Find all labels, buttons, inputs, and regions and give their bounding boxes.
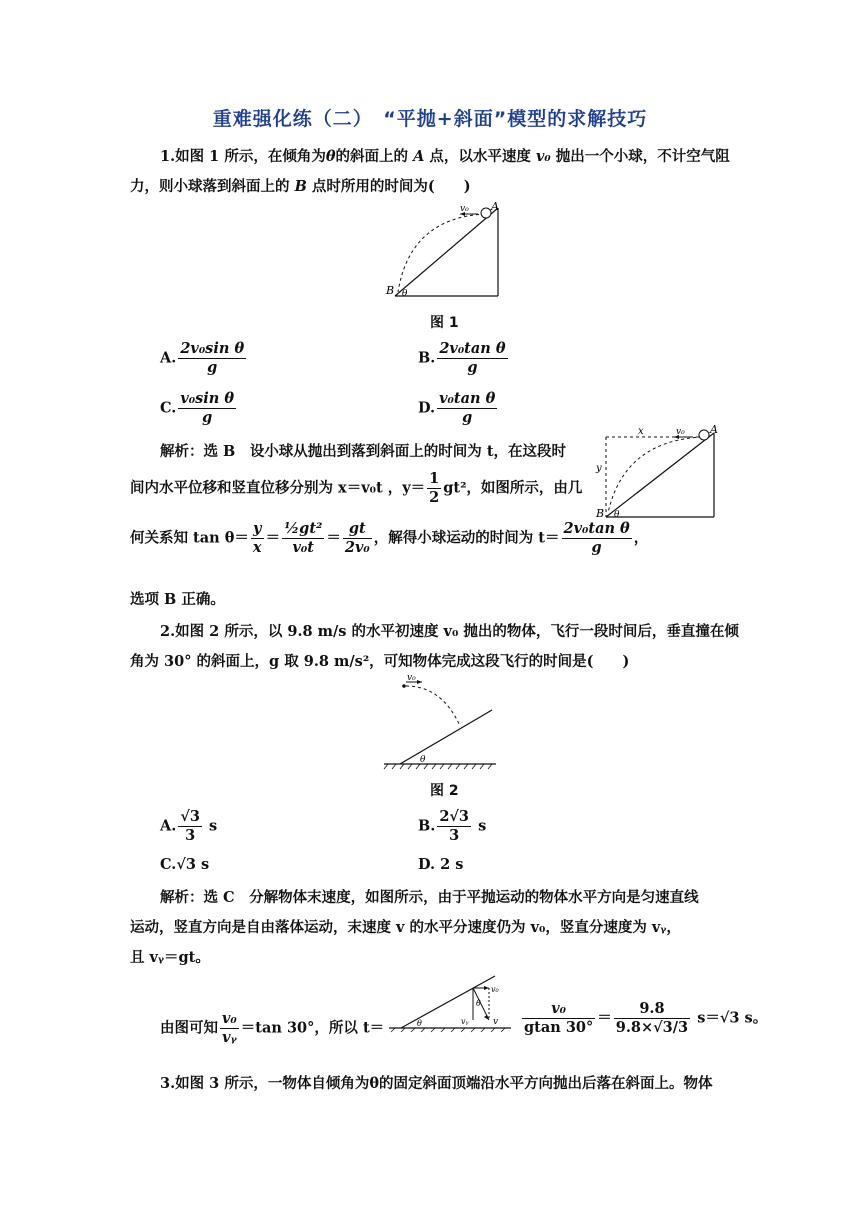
analysis-text: gt²，如图所示，由几: [443, 479, 583, 497]
q1-option-b[interactable]: [418, 340, 510, 377]
option-num: 2√3: [439, 808, 470, 825]
option-letter: B.: [418, 349, 436, 367]
q1-text: 点时所用的时间为( ): [306, 178, 471, 195]
analysis-text: ，解得小球运动的时间为 t＝: [373, 529, 560, 547]
q2-analysis-diagram: [385, 972, 515, 1034]
q2fig-v-label: v: [493, 1017, 499, 1027]
q2-option-b[interactable]: [418, 808, 486, 845]
q1-stem-line2: [130, 175, 471, 196]
analysis-text: ，: [633, 529, 649, 547]
equals: ＝: [265, 529, 281, 547]
fig-a-label: A: [710, 425, 718, 436]
q1-text: 的斜面上的: [335, 148, 414, 165]
option-unit: s: [478, 817, 487, 835]
q2fig-theta-label: θ: [476, 999, 481, 1008]
frac-den: g: [591, 539, 602, 556]
frac-den: vᵧ: [222, 1029, 237, 1046]
frac-num: ½gt²: [284, 520, 323, 537]
option-letter: B.: [418, 817, 436, 835]
option-text: 2 s: [440, 856, 464, 873]
q2-option-d[interactable]: [418, 856, 463, 873]
q1-stem-line1: [160, 145, 730, 166]
frac-den: 9.8×√3/3: [615, 1019, 689, 1036]
q1-point-a: A: [413, 148, 425, 165]
q2-analysis-line4a: [160, 1010, 384, 1047]
fig-theta-label: θ: [614, 510, 620, 520]
q2-analysis-line4b: $\frac{\text{v₀}}{gtan 30^\circ}$ ＝ $\frac{9.8}{9.8\times√3/3}$ s＝√3 s。: [524, 1000, 768, 1036]
q2-stem-line2: 角为 30° 的斜面上，g 取 9.8 m/s²，可知物体完成这段飞行的时间是( ): [130, 653, 630, 670]
analysis-text: ＝tan 30°，所以 t＝: [240, 1019, 385, 1037]
option-letter: D.: [418, 856, 436, 873]
frac-den: 2v₀: [344, 539, 370, 556]
option-num: √3: [180, 808, 200, 825]
figure-2-caption: 图 2: [430, 783, 459, 799]
q1-text: 1.如图 1 所示，在倾角为: [160, 148, 326, 165]
option-letter: D.: [418, 399, 436, 417]
frac-den: 2: [429, 489, 440, 506]
frac-num: v₀: [522, 1000, 595, 1019]
frac-num: gt: [343, 520, 372, 539]
frac-den: gtan 30°: [524, 1019, 594, 1036]
frac-num: y: [251, 520, 264, 539]
option-den: 3: [185, 827, 196, 844]
equals: ＝: [326, 529, 341, 547]
q2fig-theta-base-label: θ: [417, 1019, 422, 1028]
q1-analysis-line2: [130, 470, 582, 507]
analysis-text: 分解物体末速度，如图所示，由于平抛运动的物体水平方向是匀速直线: [249, 889, 699, 906]
frac-num: 1: [429, 470, 440, 487]
option-letter: A.: [160, 349, 177, 367]
option-num: 2v₀tan θ: [439, 340, 506, 357]
frac-den: v₀t: [292, 539, 314, 556]
q1-text: 抛出一个小球，不计空气阻: [550, 148, 730, 165]
fig1-b-label: B: [386, 284, 395, 297]
option-letter: C.: [160, 856, 177, 873]
q2-option-a[interactable]: [160, 808, 217, 845]
analysis-text: 设小球从抛出到落到斜面上的时间为 t，在这段时: [249, 443, 567, 460]
q1-theta: θ: [325, 148, 336, 165]
q2-analysis-line3: 且 vᵧ＝gt。: [130, 949, 210, 966]
option-num: v₀sin θ: [180, 390, 235, 407]
figure-1-diagram: [380, 200, 510, 305]
frac-num: v₀: [222, 1010, 237, 1027]
option-letter: A.: [160, 817, 177, 835]
q1-analysis-line3: [130, 520, 648, 557]
q2-analysis-line1: [160, 886, 699, 907]
q1-point-b: B: [294, 178, 307, 195]
fig-y-label: y: [596, 463, 602, 474]
analysis-label: 解析：: [160, 443, 204, 460]
q2-option-c[interactable]: [160, 856, 209, 873]
q2fig-v0-label: v₀: [491, 985, 499, 994]
analysis-text: 何关系知 tan θ＝: [130, 529, 249, 547]
option-den: g: [202, 409, 213, 426]
q1-text: 点，以水平速度: [424, 148, 536, 165]
fig-v0-label: v₀: [676, 427, 685, 437]
option-num: v₀tan θ: [439, 390, 496, 407]
fig-x-label: x: [638, 426, 644, 437]
q2-stem-line1: 2.如图 2 所示，以 9.8 m/s 的水平初速度 v₀ 抛出的物体，飞行一段时间后，垂直撞在倾: [160, 623, 739, 640]
option-unit: s: [209, 817, 218, 835]
frac-num: 9.8: [614, 1000, 690, 1019]
answer: 选 B: [203, 443, 236, 460]
fig1-theta-label: θ: [402, 289, 408, 299]
option-den: g: [462, 409, 473, 426]
analysis-text: 间内水平位移和竖直位移分别为 x＝v₀t ，y＝: [130, 479, 426, 497]
fig1-a-label: A: [491, 200, 499, 213]
q1-option-d[interactable]: [418, 390, 499, 427]
fig1-v0-label: v₀: [460, 204, 469, 214]
q1-analysis-diagram: [592, 425, 732, 525]
fig-b-label: B: [596, 507, 605, 520]
option-letter: C.: [160, 399, 177, 417]
q1-analysis-line4: 选项 B 正确。: [130, 591, 225, 608]
analysis-text: 由图可知: [160, 1019, 218, 1037]
fig2-v0-label: v₀: [407, 673, 416, 683]
frac-den: x: [252, 539, 262, 556]
q1-option-c[interactable]: [160, 390, 238, 427]
option-num: 2v₀sin θ: [180, 340, 245, 357]
option-den: g: [207, 359, 218, 376]
q2-analysis-line2: 运动，竖直方向是自由落体运动，末速度 v 的水平分速度仍为 v₀，竖直分速度为 vᵧ，: [130, 919, 681, 936]
q2fig-vy-label: vᵧ: [461, 1017, 469, 1026]
q1-text: 力，则小球落到斜面上的: [130, 178, 295, 195]
option-den: g: [467, 359, 478, 376]
option-text: √3 s: [176, 856, 210, 873]
q1-v0: v₀: [535, 148, 551, 165]
q1-option-a[interactable]: [160, 340, 248, 377]
option-den: 3: [449, 827, 460, 844]
analysis-text: s＝√3 s。: [697, 1009, 768, 1027]
page-title: 重难强化练（二） “平抛+斜面”模型的求解技巧: [212, 108, 648, 130]
q3-stem-line1: 3.如图 3 所示，一物体自倾角为θ的固定斜面顶端沿水平方向抛出后落在斜面上。物体: [160, 1075, 713, 1092]
fig2-theta-label: θ: [420, 755, 426, 765]
frac-num: 2v₀tan θ: [563, 520, 630, 537]
answer: 选 C: [203, 889, 235, 906]
q1-analysis-line1: [160, 440, 566, 461]
figure-2-diagram: [380, 672, 500, 772]
figure-1-caption: 图 1: [430, 315, 459, 331]
analysis-label: 解析：: [160, 889, 204, 906]
